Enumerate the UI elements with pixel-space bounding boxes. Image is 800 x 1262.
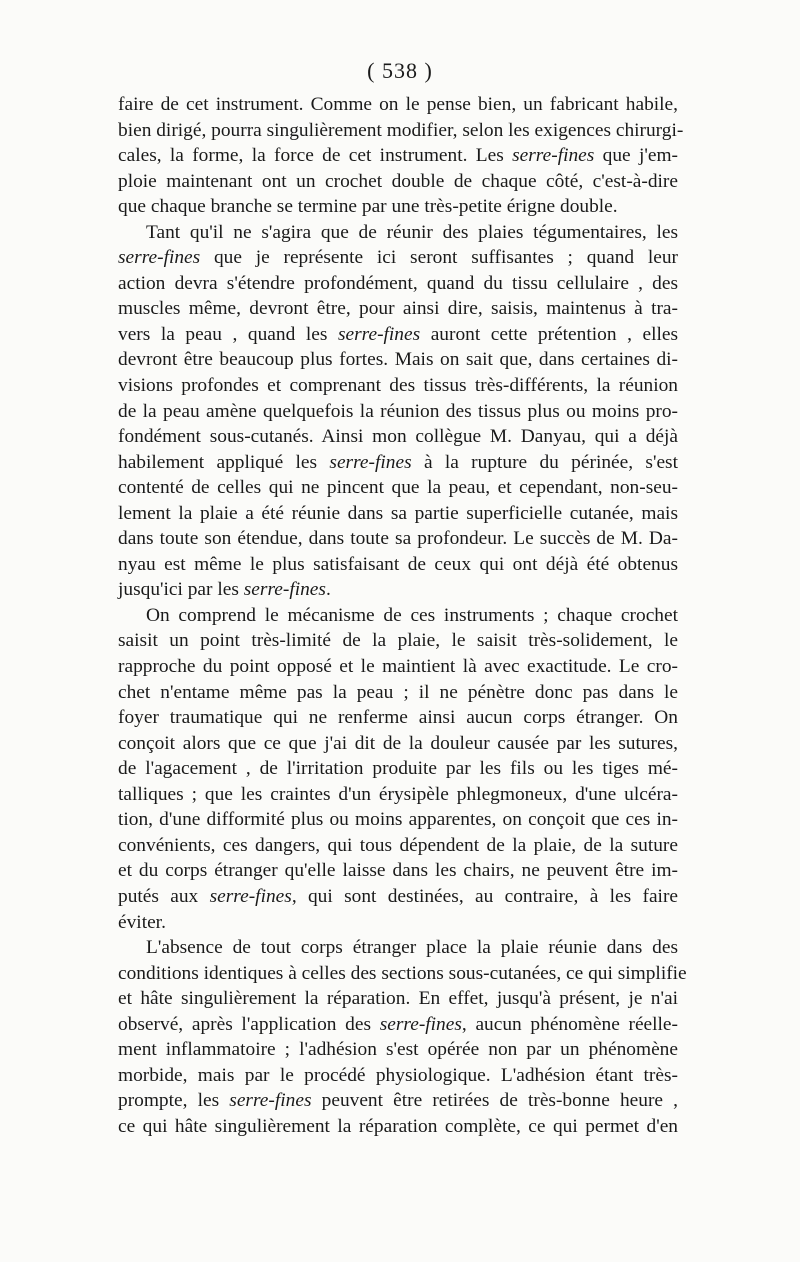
- text-line: éviter.: [118, 911, 166, 933]
- text-line: On comprend le mécanisme de ces instruments ; chaque crochet: [146, 604, 678, 626]
- text-line: putés aux serre-fines, qui sont destinées, au contraire, à les faire: [118, 885, 679, 907]
- text-line: faire de cet instrument. Comme on le pense bien, un fabricant habile,: [118, 94, 678, 115]
- text-line: morbide, mais par le procédé physiologique. L'adhésion étant très-: [118, 1064, 678, 1086]
- italic-term: serre-fines: [209, 885, 292, 907]
- text-line: nyau est même le plus satisfaisant de ceux qui ont déjà été obtenus: [118, 553, 678, 575]
- italic-term: serre-fines: [512, 145, 595, 167]
- text-line: foyer traumatique qui ne renferme ainsi aucun corps étranger. On: [118, 707, 678, 729]
- text-line: prompte, les serre-fines peuvent être retirées de très-bonne heure ,: [118, 1090, 678, 1112]
- text-line: habilement appliqué les serre-fines à la rupture du périnée, s'est: [118, 451, 678, 473]
- text-line: de l'agacement , de l'irritation produite par les fils ou les tiges mé-: [118, 758, 678, 780]
- text-line: saisit un point très-limité de la plaie, le saisit très-solidement, le: [118, 630, 678, 652]
- text-line: vers la peau , quand les serre-fines auront cette prétention , elles: [118, 323, 678, 345]
- text-line: ment inflammatoire ; l'adhésion s'est opérée non par un phénomène: [118, 1039, 678, 1061]
- text-line: fondément sous-cutanés. Ainsi mon collègue M. Danyau, qui a déjà: [118, 426, 678, 448]
- text-line: de la peau amène quelquefois la réunion des tissus plus ou moins pro-: [118, 400, 678, 422]
- paragraph-2: [118, 220, 678, 603]
- italic-term: serre-fines: [329, 451, 412, 473]
- text-line: jusqu'ici par les serre-fines.: [118, 579, 331, 601]
- italic-term: serre-fines: [118, 247, 201, 269]
- paragraph-1: [118, 92, 684, 220]
- text-line: bien dirigé, pourra singulièrement modifier, selon les exigences chirurgi-: [118, 119, 684, 141]
- page-number: ( 538 ): [367, 58, 433, 83]
- text-line: lement la plaie a été réunie dans sa partie superficielle cutanée, mais: [118, 502, 678, 524]
- text-line: L'absence de tout corps étranger place la plaie réunie dans des: [146, 937, 678, 959]
- italic-term: serre-fines: [229, 1090, 312, 1112]
- text-line: observé, après l'application des serre-fines, aucun phénomène réelle-: [118, 1013, 678, 1035]
- text-line: muscles même, devront être, pour ainsi dire, saisis, maintenus à tra-: [118, 298, 678, 320]
- text-line: visions profondes et comprenant des tissus très-différents, la réunion: [118, 375, 678, 397]
- italic-term: serre-fines: [243, 579, 326, 601]
- text-line: et hâte singulièrement la réparation. En effet, jusqu'à présent, je n'ai: [118, 988, 678, 1010]
- text-line: action devra s'étendre profondément, quand du tissu cellulaire , des: [118, 272, 678, 294]
- text-line: que chaque branche se termine par une très-petite érigne double.: [118, 196, 618, 218]
- paragraph-3: [118, 603, 678, 935]
- text-line: chet n'entame même pas la peau ; il ne pénètre donc pas dans le: [118, 681, 678, 703]
- text-line: rapproche du point opposé et le maintient là avec exactitude. Le cro-: [118, 656, 678, 678]
- text-line: serre-fines que je représente ici seront suffisantes ; quand leur: [118, 247, 678, 269]
- text-line: ce qui hâte singulièrement la réparation complète, ce qui permet d'en: [118, 1115, 678, 1137]
- italic-term: serre-fines: [379, 1013, 462, 1035]
- text-line: tion, d'une difformité plus ou moins apparentes, on conçoit que ces in-: [118, 809, 678, 831]
- text-line: Tant qu'il ne s'agira que de réunir des plaies tégumentaires, les: [146, 221, 678, 243]
- text-line: et du corps étranger qu'elle laisse dans les chairs, ne peuvent être im-: [118, 860, 678, 882]
- text-line: dans toute son étendue, dans toute sa profondeur. Le succès de M. Da-: [118, 528, 678, 550]
- text-line: contenté de celles qui ne pincent que la peau, et cependant, non-seu-: [118, 477, 678, 499]
- text-line: ploie maintenant ont un crochet double de chaque côté, c'est-à-dire: [118, 170, 678, 192]
- italic-term: serre-fines: [337, 323, 421, 345]
- body-text: [118, 92, 687, 1139]
- paragraph-4: [118, 935, 687, 1139]
- text-line: convénients, ces dangers, qui tous dépendent de la plaie, de la suture: [118, 834, 678, 856]
- text-line: cales, la forme, la force de cet instrument. Les serre-fines que j'em-: [118, 145, 678, 167]
- text-line: talliques ; que les craintes d'un érysipèle phlegmoneux, d'une ulcéra-: [118, 783, 678, 805]
- text-line: conditions identiques à celles des sections sous-cutanées, ce qui simplifie: [118, 962, 687, 984]
- text-line: devront être beaucoup plus fortes. Mais on sait que, dans certaines di-: [118, 349, 678, 371]
- text-line: conçoit alors que ce que j'ai dit de la douleur causée par les sutures,: [118, 732, 678, 754]
